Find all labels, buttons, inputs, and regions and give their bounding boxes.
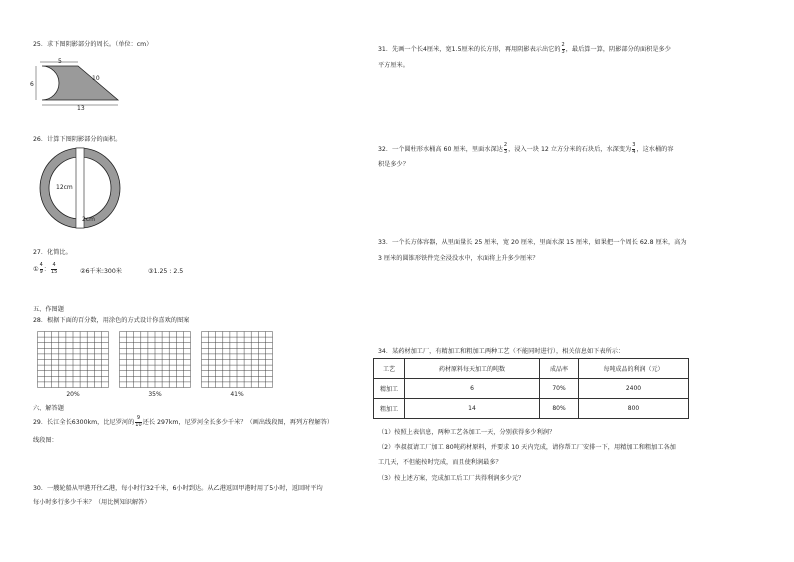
q25-label-slant: 10 [92,75,100,82]
q29-text: 29．长江全长6300km，比尼罗河的 $\frac{9}{10}$ 还长 297km，尼罗河全长多少千米？（画出线段图，再列方程解答） [33,415,334,428]
q28-text: 28．根据下面的百分数，用涂色的方式设计你喜欢的图案 [33,317,190,324]
q31-text: 31．先画一个长4厘米，宽1.5厘米的长方形，再用阴影表示出它的 $\frac{2}{3}$ ，最后算一算，阴影部分的面积是多少 [378,42,671,55]
q25-text: 25．求下图阴影部分的周长。（单位：cm） [33,41,153,48]
q33-line-2: 3 厘米的圆锥形铁件完全浸没水中，水面将上升多少厘米？ [378,255,539,262]
q33-line-1: 33．一个长方体容器，从里面量长 25 厘米，宽 20 厘米，里面水深 15 厘米，如果把一个周长 62.8 厘米，高为 [378,239,687,246]
q26-label-inner: 12cm [56,184,73,191]
q34-intro: 34．某药材加工厂，有精加工和粗加工两种工艺（不能同时进行），相关信息如下表所示： [378,348,625,355]
table-cell: 80% [540,399,579,419]
section-5-heading: 五、作图题 [33,306,64,313]
q28-caption-1: 20% [66,391,80,398]
table-cell: 70% [540,379,579,399]
table-header-row [374,359,689,379]
table-cell: 14 [405,399,540,419]
q27-item-1: ① $\frac{4}{9}$ ： $\frac{4}{15}$ [33,262,58,275]
q30-line-2: 每小时多行多少千米？（用比例知识解答） [33,499,151,506]
q30-line-1: 30．一艘轮船从甲港开往乙港，每小时行32千米，6小时到达。从乙港返回甲港时用了5小时，返回时平均 [33,485,323,492]
section-6-heading: 六、解答题 [33,405,64,412]
q32-line-2: 积是多少？ [378,161,409,168]
q34-sub-2a: （2）李叔叔请工厂加工 80吨药材原料，并要求 10 天内完成，请你帮工厂安排一下，用精加工和粗加工各加 [378,444,676,451]
q27-item-2: ②6千米:300米 [80,268,122,275]
q28-grid-2 [119,331,191,388]
q25-label-bottom: 13 [77,105,85,111]
q28-grid-1 [37,331,109,388]
q34-sub-1: （1）按照上表信息，两种工艺各加工一天，分别获得多少利润？ [378,429,556,436]
q28-caption-2: 35% [148,391,162,398]
q34-sub-3: （3）按上述方案，完成加工后工厂共得利润多少元？ [378,475,525,482]
table-header-cell: 成品率 [540,359,579,379]
q25-label-top: 5 [58,58,62,65]
q31-line-2: 平方厘米。 [378,62,409,69]
q25-label-left: 6 [30,81,34,88]
q27-item-3: ③1.25 : 2.5 [148,268,184,275]
table-cell: 6 [405,379,540,399]
q28-caption-3: 41% [230,391,244,398]
q25-figure [30,55,130,111]
q34-table [373,358,689,419]
table-row [374,399,689,419]
q25-shaded-region [42,66,118,100]
q26-figure [38,146,122,230]
q27-text: 27．化简比。 [33,249,72,256]
q26-label-width: 2cm [82,216,95,223]
table-row [374,379,689,399]
table-header-cell: 药材原料每天加工的吨数 [405,359,540,379]
table-header-cell: 每吨成品的利润（元） [579,359,689,379]
table-cell: 2400 [579,379,689,399]
q26-text: 26．计算下图阴影部分的面积。 [33,136,122,143]
table-cell: 粗加工 [374,399,405,419]
q28-grid-3 [201,331,273,388]
q34-sub-2b: 工几天，不但能按时完成，而且使利润最多？ [378,459,502,466]
q29-line-diagram-label: 线段图： [33,437,58,444]
table-cell: 800 [579,399,689,419]
table-cell: 精加工 [374,379,405,399]
table-header-cell: 工艺 [374,359,405,379]
q32-text: 32．一个圆柱形水桶高 60 厘米，里面水深达 $\frac{2}{3}$ ，浸入一块 12 立方分米的石块后，水深变为 $\frac{3}{4}$ ，这水桶的容 [378,142,674,155]
